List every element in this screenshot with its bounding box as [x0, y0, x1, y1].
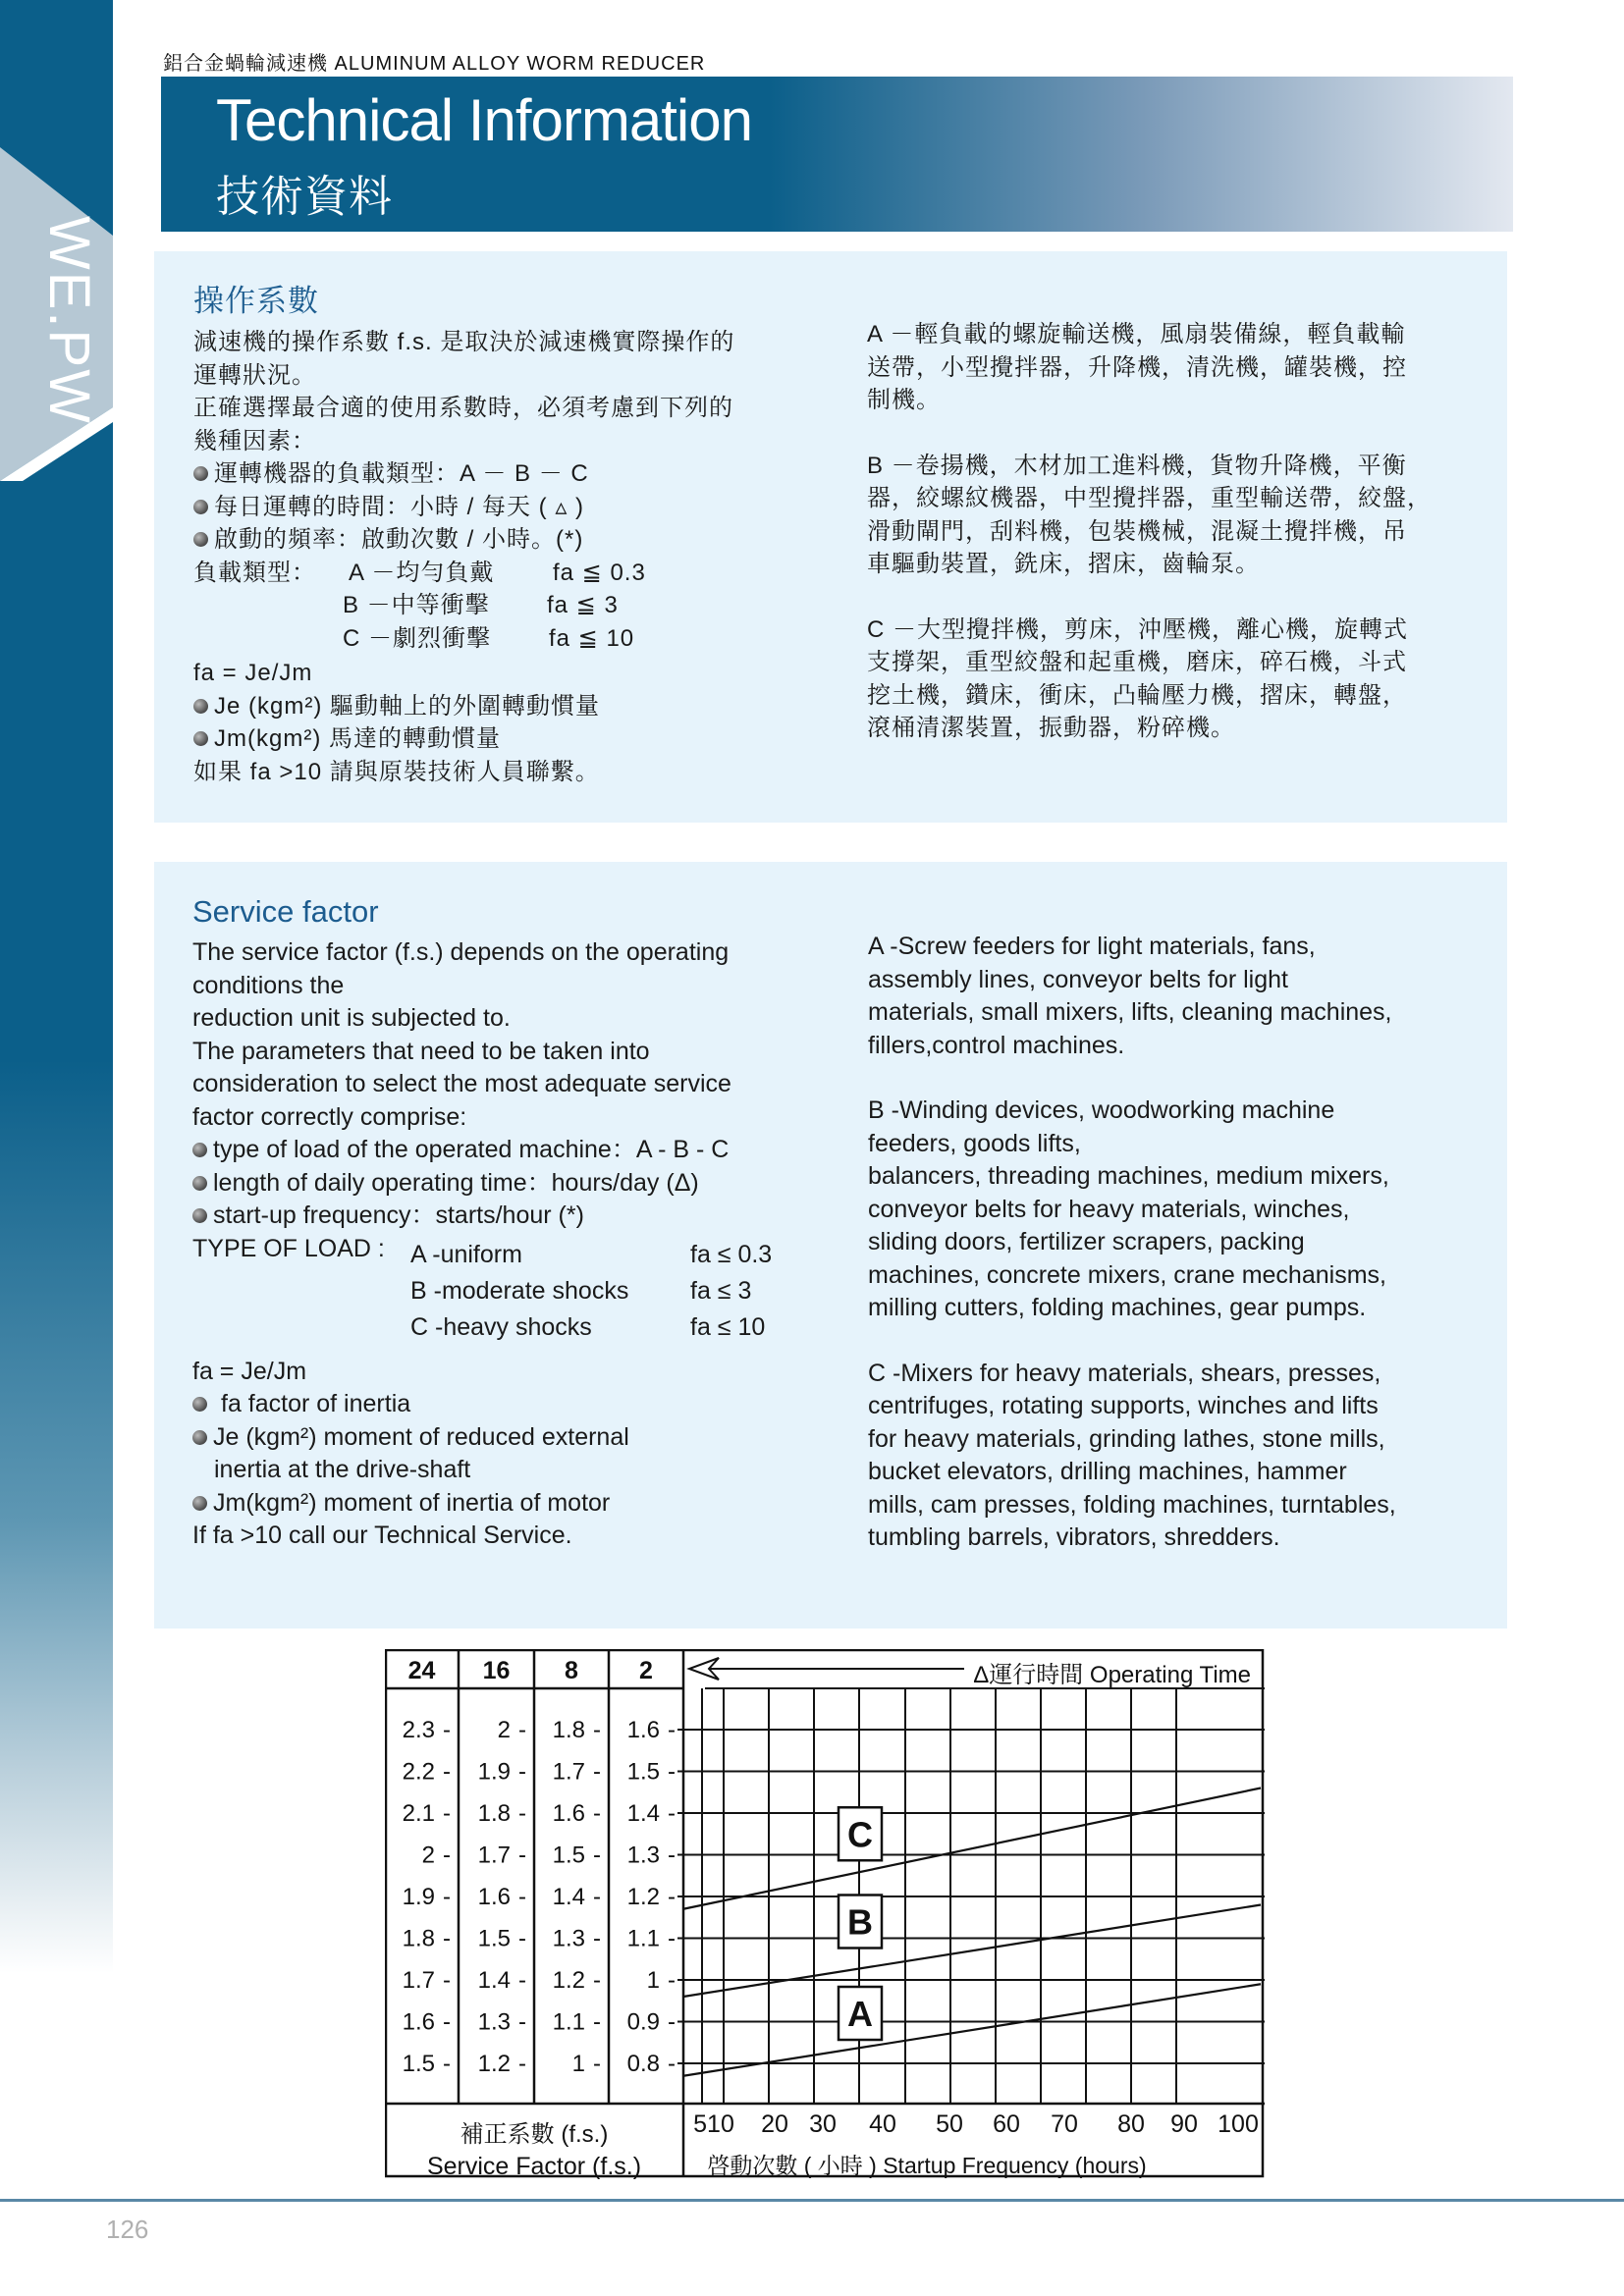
x-tick-label: 30 [809, 2110, 837, 2138]
zh-load-type: A －均勻負戴 [349, 559, 495, 586]
sf-table-cell: 1.5 [402, 2051, 435, 2077]
en-load-row [192, 1306, 831, 1342]
en-class-line: B -Winding devices, woodworking machine [868, 1096, 1335, 1124]
zh-intro-line: 運轉狀況。 [193, 361, 316, 389]
zh-bullet-item: 每日運轉的時間：小時 / 每天 ( ▵ ) [193, 491, 822, 524]
zh-class-line: 支撐架，重型絞盤和起重機，磨床，碎石機，斗式 [867, 649, 1407, 675]
sf-tick-dash: - [593, 1717, 601, 1743]
en-left-column [192, 891, 831, 1553]
sf-table-cell: 1.9 [477, 1758, 511, 1786]
sf-table-cell: 2.2 [402, 1758, 435, 1786]
sf-tick-dash: - [668, 1842, 676, 1869]
zh-class-line: 器，絞螺紋機器，中型攪拌器，重型輸送帶，絞盤， [867, 485, 1432, 511]
sf-table-cell: 1.2 [552, 1967, 585, 1994]
sf-tick-dash: - [593, 1800, 601, 1827]
en-class-line: feeders, goods lifts, [868, 1129, 1081, 1157]
operating-hours-label: 8 [565, 1657, 578, 1684]
zh-class-line: 挖土機，鑽床，衝床，凸輪壓力機，摺床，轉盤， [867, 681, 1407, 709]
en-class-line: balancers, threading machines, medium mixers, [868, 1162, 1389, 1190]
en-load-fa: fa ≤ 3 [690, 1276, 752, 1305]
product-subtitle: 鋁合金蝸輪減速機 ALUMINUM ALLOY WORM REDUCER [163, 53, 706, 75]
en-intro-line: The parameters that need to be taken into [192, 1037, 650, 1065]
footer-divider [0, 2199, 1624, 2202]
en-class-line: tumbling barrels, vibrators, shredders. [868, 1523, 1280, 1551]
sf-tick-dash: - [443, 1925, 451, 1952]
sf-table-cell: 1.3 [626, 1842, 660, 1869]
zh-intro-line: 正確選擇最合適的使用系數時，必須考慮到下列的 [193, 395, 733, 421]
zh-class-line: 送帶，小型攪拌器，升降機，清洗機，罐裝機，控 [867, 353, 1407, 381]
sf-tick-dash: - [518, 1842, 526, 1869]
sf-table-cell: 1 [571, 2051, 585, 2077]
page-number: 126 [106, 2215, 149, 2244]
en-intro-line: reduction unit is subjected to. [192, 1004, 511, 1032]
x-tick-label: 510 [693, 2110, 734, 2138]
x-tick-label: 50 [936, 2110, 963, 2138]
page-title-zh: 技術資料 [216, 173, 393, 221]
sf-tick-dash: - [518, 1758, 526, 1786]
zh-right-column [867, 318, 1476, 745]
sf-tick-dash: - [668, 1925, 676, 1952]
sf-table-cell: 1.4 [477, 1967, 511, 1994]
sf-tick-dash: - [593, 1758, 601, 1786]
en-class-line: sliding doors, fertilizer scrapers, packing [868, 1228, 1305, 1255]
sf-tick-dash: - [518, 1925, 526, 1952]
en-class-line: assembly lines, conveyor belts for light [868, 965, 1288, 993]
sf-tick-dash: - [518, 1884, 526, 1910]
en-intro-line: The service factor (f.s.) depends on the operating [192, 938, 730, 966]
zh-load-type: B －中等衝擊 [343, 592, 490, 618]
zh-class-line: A －輕負載的螺旋輸送機，風扇裝備線，輕負載輸 [867, 321, 1406, 347]
sf-table-cell: 0.8 [626, 2051, 660, 2077]
en-load-type: C -heavy shocks [410, 1312, 592, 1341]
sf-table-cell: 1.6 [402, 2008, 435, 2036]
en-class-b [868, 1095, 1496, 1325]
en-load-row [192, 1233, 831, 1269]
sf-table-cell: 1.2 [626, 1884, 660, 1910]
sf-tick-dash: - [443, 1717, 451, 1743]
en-note: If fa >10 call our Technical Service. [192, 1522, 572, 1549]
zh-bullet-item: 運轉機器的負載類型：A － B － C [193, 457, 822, 491]
zh-class-b [867, 450, 1476, 581]
sf-tick-dash: - [593, 2051, 601, 2077]
zh-load-row [193, 589, 822, 622]
sf-table-cell: 1 [646, 1967, 660, 1994]
load-class-label-b: B [847, 1901, 873, 1943]
sf-tick-dash: - [668, 1717, 676, 1743]
sf-tick-dash: - [518, 1800, 526, 1827]
sf-table-cell: 1.4 [552, 1884, 585, 1910]
x-tick-label: 80 [1117, 2110, 1145, 2138]
en-class-line: fillers,control machines. [868, 1031, 1125, 1059]
sf-table-cell: 1.6 [552, 1800, 585, 1827]
x-tick-label: 100 [1218, 2110, 1259, 2138]
sf-table-cell: 1.3 [477, 2008, 511, 2036]
en-class-line: bucket elevators, drilling machines, hammer [868, 1458, 1347, 1485]
zh-intro-line: 幾種因素： [193, 427, 316, 454]
sf-tick-dash: - [668, 1800, 676, 1827]
zh-formula: fa = Je/Jm [193, 660, 313, 686]
sf-table-cell: 1.7 [402, 1967, 435, 1994]
en-definition: Jm(kgm²) moment of inertia of motor [192, 1487, 831, 1521]
x-tick-label: 70 [1051, 2110, 1078, 2138]
zh-note: 如果 fa >10 請與原裝技術人員聯繫。 [193, 758, 600, 785]
zh-definition: Jm(kgm²) 馬達的轉動慣量 [193, 722, 822, 756]
sf-tick-dash: - [443, 1842, 451, 1869]
page-title: Technical Information [216, 87, 752, 153]
sf-tick-dash: - [668, 1967, 676, 1994]
sf-tick-dash: - [443, 1800, 451, 1827]
sf-table-cell: 1.2 [477, 2051, 511, 2077]
sf-table-cell: 1.8 [477, 1800, 511, 1827]
zh-service-factor-panel [154, 251, 1507, 823]
en-definition [192, 1388, 831, 1421]
sf-tick-dash: - [593, 1925, 601, 1952]
sf-tick-dash: - [668, 1884, 676, 1910]
sf-tick-dash: - [593, 1842, 601, 1869]
zh-load-fa: fa ≦ 0.3 [553, 559, 646, 586]
sf-tick-dash: - [518, 2008, 526, 2036]
en-bullet-item: length of daily operating time：hours/day (Δ) [192, 1167, 831, 1201]
zh-load-fa: fa ≦ 3 [547, 592, 619, 618]
en-definition-text: fa factor of inertia [221, 1390, 411, 1417]
sf-table-cell: 1.5 [626, 1758, 660, 1786]
en-class-line: conveyor belts for heavy materials, winches, [868, 1195, 1350, 1223]
en-class-line: C -Mixers for heavy materials, shears, presses, [868, 1359, 1381, 1387]
zh-left-column [193, 281, 822, 788]
en-class-line: for heavy materials, grinding lathes, stone mills, [868, 1424, 1385, 1453]
sf-tick-dash: - [518, 1717, 526, 1743]
sf-table-cell: 1.6 [477, 1884, 511, 1910]
zh-class-c [867, 614, 1476, 745]
sf-table-cell: 1.8 [402, 1925, 435, 1952]
en-bullet-item: start-up frequency：starts/hour (*) [192, 1200, 831, 1233]
en-right-column [868, 931, 1496, 1555]
sf-tick-dash: - [593, 1884, 601, 1910]
sf-table-cell: 2 [497, 1717, 511, 1743]
en-definition: Je (kgm²) moment of reduced external [192, 1421, 831, 1455]
en-formula: fa = Je/Jm [192, 1357, 307, 1385]
sf-table-cell: 1.1 [626, 1925, 660, 1952]
zh-intro-line: 減速機的操作系數 f.s. 是取決於減速機實際操作的 [193, 329, 735, 355]
sf-tick-dash: - [443, 1967, 451, 1994]
en-class-line: centrifuges, rotating supports, winches and lifts [868, 1392, 1379, 1419]
sf-table-cell: 2 [421, 1842, 435, 1869]
sf-table-cell: 1.8 [552, 1717, 585, 1743]
sf-table-cell: 1.3 [552, 1925, 585, 1952]
zh-definition: Je (kgm²) 驅動軸上的外圍轉動慣量 [193, 690, 822, 723]
en-load-type: B -moderate shocks [410, 1276, 629, 1305]
sf-tick-dash: - [518, 2051, 526, 2077]
en-class-a [868, 931, 1496, 1062]
sf-tick-dash: - [443, 1758, 451, 1786]
x-tick-label: 20 [761, 2110, 788, 2138]
x-tick-label: 60 [993, 2110, 1020, 2138]
en-heading: Service factor [192, 894, 379, 929]
sf-table-cell: 1.1 [552, 2008, 585, 2036]
en-class-line: machines, concrete mixers, crane mechanisms, [868, 1260, 1386, 1289]
sf-tick-dash: - [668, 2008, 676, 2036]
en-load-row [192, 1269, 831, 1306]
en-intro-line: factor correctly comprise: [192, 1102, 467, 1131]
zh-class-a [867, 318, 1476, 417]
x-tick-label: 40 [869, 2110, 896, 2138]
en-intro-line: conditions the [192, 971, 345, 999]
sf-table-cell: 1.5 [477, 1925, 511, 1952]
service-factor-chart [385, 1649, 1265, 2179]
en-load-type: A -uniform [410, 1240, 522, 1268]
sf-tick-dash: - [668, 1758, 676, 1786]
zh-load-type: C －劇烈衝擊 [343, 624, 491, 652]
operating-hours-label: 16 [482, 1657, 511, 1684]
en-load-fa: fa ≤ 10 [690, 1312, 766, 1341]
load-class-label-c: C [847, 1814, 873, 1855]
en-load-label: TYPE OF LOAD : [192, 1234, 385, 1262]
sf-tick-dash: - [593, 1967, 601, 1994]
zh-class-line: 滾桶清潔裝置，振動器，粉碎機。 [867, 715, 1235, 741]
operating-hours-label: 24 [407, 1657, 436, 1684]
zh-load-row [193, 622, 822, 656]
zh-load-label: 負載類型： [193, 559, 316, 586]
sf-tick-dash: - [593, 2008, 601, 2036]
sf-table-cell: 0.9 [626, 2008, 660, 2036]
x-axis-label: 啓動次數 ( 小時 ) Startup Frequency (hours) [707, 2153, 1147, 2178]
en-intro-line: consideration to select the most adequate service [192, 1070, 731, 1097]
zh-class-line: 制機。 [867, 387, 941, 413]
en-class-line: mills, cam presses, folding machines, turntables, [868, 1490, 1396, 1519]
sf-table-cell: 1.7 [552, 1758, 585, 1786]
brand-logo-text [36, 216, 102, 285]
load-class-label-a: A [847, 1994, 873, 2034]
zh-class-line: 滑動閘門，刮料機，包裝機械，混凝土攪拌機，吊 [867, 517, 1407, 545]
sf-tick-dash: - [518, 1967, 526, 1994]
sf-table-cell: 1.5 [552, 1842, 585, 1869]
en-class-line: milling cutters, folding machines, gear pumps. [868, 1294, 1367, 1321]
operating-hours-label: 2 [639, 1657, 653, 1684]
sf-table-cell: 1.7 [477, 1842, 511, 1869]
en-class-line: A -Screw feeders for light materials, fans, [868, 933, 1316, 960]
zh-class-line: B －卷揚機，木材加工進料機，貨物升降機，平衡 [867, 452, 1407, 479]
sf-table-cell: 2.1 [402, 1800, 435, 1827]
en-definition-cont: inertia at the drive-shaft [214, 1456, 471, 1483]
title-banner [161, 77, 1513, 232]
zh-bullet-item: 啟動的頻率：啟動次數 / 小時。(*) [193, 523, 822, 557]
sf-table-cell: 1.6 [626, 1717, 660, 1743]
x-tick-label: 90 [1170, 2110, 1198, 2138]
en-class-line: materials, small mixers, lifts, cleaning machines, [868, 998, 1392, 1026]
zh-class-line: C －大型攪拌機，剪床，沖壓機，離心機，旋轉式 [867, 615, 1408, 643]
sf-tick-dash: - [443, 2008, 451, 2036]
en-class-c [868, 1358, 1496, 1555]
sidebar-band [0, 0, 113, 2296]
sf-tick-dash: - [443, 1884, 451, 1910]
sf-tick-dash: - [668, 2051, 676, 2077]
zh-load-fa: fa ≦ 10 [549, 624, 635, 652]
en-bullet-item: type of load of the operated machine：A - B - C [192, 1134, 831, 1167]
sf-table-cell: 1.4 [626, 1800, 660, 1827]
y-label-zh: 補正系數 (f.s.) [460, 2121, 609, 2148]
sf-table-cell: 2.3 [402, 1717, 435, 1743]
zh-class-line: 車驅動裝置，銑床，摺床，齒輪泵。 [867, 551, 1260, 577]
sf-tick-dash: - [443, 2051, 451, 2077]
en-load-fa: fa ≤ 0.3 [690, 1240, 773, 1268]
zh-heading: 操作系數 [193, 284, 319, 318]
zh-load-row [193, 557, 822, 590]
y-label-en: Service Factor (f.s.) [426, 2153, 642, 2179]
chart-title: Δ運行時間 Operating Time [973, 1662, 1251, 1688]
en-service-factor-panel [154, 862, 1507, 1629]
sf-table-cell: 1.9 [402, 1884, 435, 1910]
